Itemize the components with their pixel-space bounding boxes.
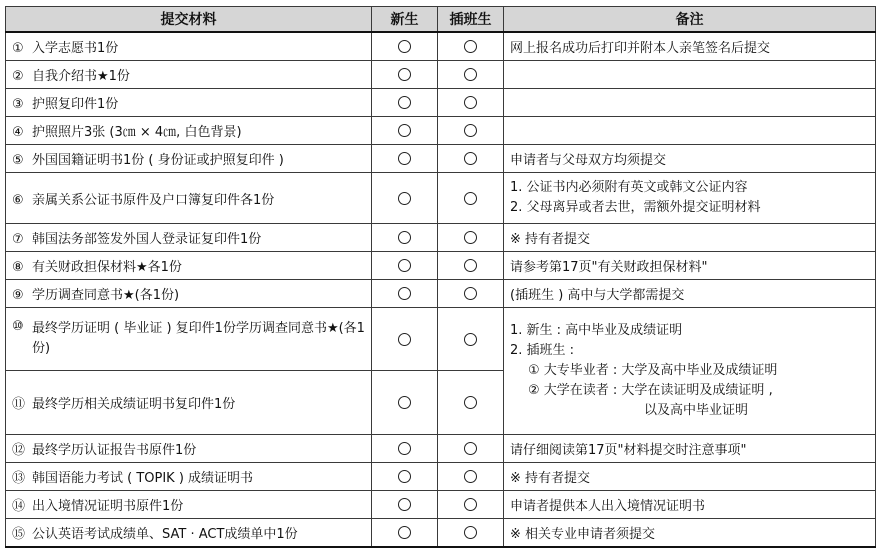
- table-row: [6, 519, 876, 548]
- material-cell: [6, 252, 372, 280]
- item-number: ⑫: [12, 443, 26, 458]
- item-number: ⑥: [12, 192, 24, 208]
- new-mark-cell: [372, 32, 438, 61]
- table-row: [6, 61, 876, 89]
- material-cell: [6, 117, 372, 145]
- new-mark-cell: [372, 519, 438, 548]
- table-header-row: [6, 7, 876, 33]
- item-text: 韩国语能力考试 ( TOPIK ) 成绩证明书: [32, 471, 254, 486]
- item-text: 最终学历认证报告书原件1份: [32, 443, 197, 458]
- material-cell: [6, 463, 372, 491]
- new-mark-cell: [372, 280, 438, 308]
- transfer-mark-cell: [438, 463, 504, 491]
- circle-icon: [398, 152, 411, 165]
- transfer-mark-cell: [438, 519, 504, 548]
- circle-icon: [398, 470, 411, 483]
- material-cell: [6, 145, 372, 173]
- new-mark-cell: [372, 252, 438, 280]
- new-mark-cell: [372, 89, 438, 117]
- item-text: 入学志愿书1份: [32, 41, 119, 56]
- transfer-mark-cell: [438, 371, 504, 435]
- transfer-mark-cell: [438, 435, 504, 463]
- circle-icon: [464, 498, 477, 511]
- circle-icon: [464, 396, 477, 409]
- item-text: 最终学历相关成绩证明书复印件1份: [32, 397, 236, 412]
- transfer-mark-cell: [438, 252, 504, 280]
- note-cell: [504, 89, 876, 117]
- material-cell: [6, 491, 372, 519]
- header-note: 备注: [504, 7, 876, 33]
- material-cell: [6, 32, 372, 61]
- transfer-mark-cell: [438, 491, 504, 519]
- new-mark-cell: [372, 61, 438, 89]
- item-number: ⑩: [12, 319, 24, 334]
- note-line: 1. 新生 : 高中毕业及成绩证明: [510, 323, 683, 338]
- note-sub-line: 以及高中毕业证明: [644, 403, 749, 418]
- circle-icon: [398, 96, 411, 109]
- circle-icon: [398, 68, 411, 81]
- transfer-mark-cell: [438, 145, 504, 173]
- transfer-mark-cell: [438, 280, 504, 308]
- circle-icon: [464, 40, 477, 53]
- item-text: 公认英语考试成绩单、SAT · ACT成绩单中1份: [32, 527, 298, 542]
- material-cell: [6, 280, 372, 308]
- note-cell: ※ 持有者提交: [504, 463, 876, 491]
- note-cell: 网上报名成功后打印并附本人亲笔签名后提交: [504, 32, 876, 61]
- item-number: ④: [12, 125, 24, 140]
- circle-icon: [398, 124, 411, 137]
- table-row: [6, 89, 876, 117]
- circle-icon: [398, 526, 411, 539]
- circle-icon: [464, 526, 477, 539]
- table-row: [6, 32, 876, 61]
- new-mark-cell: [372, 463, 438, 491]
- table-row: [6, 117, 876, 145]
- transfer-mark-cell: [438, 308, 504, 371]
- circle-icon: [464, 68, 477, 81]
- item-text: 护照照片3张 (3㎝ × 4㎝, 白色背景): [32, 125, 242, 140]
- material-cell: [6, 173, 372, 224]
- transfer-mark-cell: [438, 89, 504, 117]
- table-row: [6, 252, 876, 280]
- new-mark-cell: [372, 308, 438, 371]
- transfer-mark-cell: [438, 224, 504, 252]
- circle-icon: [464, 442, 477, 455]
- material-cell: [6, 89, 372, 117]
- material-cell: [6, 371, 372, 435]
- note-sub-line: ① 大专毕业者 : 大学及高中毕业及成绩证明: [528, 363, 778, 378]
- note-cell: ※ 相关专业申请者须提交: [504, 519, 876, 548]
- new-mark-cell: [372, 145, 438, 173]
- item-number: ⑦: [12, 232, 24, 247]
- circle-icon: [398, 396, 411, 409]
- item-text: 亲属关系公证书原件及户口簿复印件各1份: [32, 192, 275, 208]
- circle-icon: [398, 259, 411, 272]
- item-text: 韩国法务部签发外国人登录证复印件1份: [32, 232, 262, 247]
- item-number: ③: [12, 97, 24, 112]
- material-cell: [6, 519, 372, 548]
- note-cell: 请参考第17页"有关财政担保材料": [504, 252, 876, 280]
- item-number: ⑬: [12, 471, 26, 486]
- materials-table: [5, 6, 876, 548]
- item-number: ⑭: [12, 499, 26, 514]
- item-number: ⑮: [12, 527, 26, 542]
- table-row: [6, 435, 876, 463]
- new-mark-cell: [372, 491, 438, 519]
- new-mark-cell: [372, 173, 438, 224]
- note-cell: [504, 308, 876, 435]
- circle-icon: [398, 287, 411, 300]
- note-cell: 申请者与父母双方均须提交: [504, 145, 876, 173]
- table-row: [6, 491, 876, 519]
- circle-icon: [464, 333, 477, 346]
- note-cell: [504, 117, 876, 145]
- note-cell: (插班生 ) 高中与大学都需提交: [504, 280, 876, 308]
- new-mark-cell: [372, 435, 438, 463]
- item-number: ⑪: [12, 397, 26, 412]
- circle-icon: [464, 470, 477, 483]
- table-row: [6, 173, 876, 224]
- new-mark-cell: [372, 224, 438, 252]
- circle-icon: [464, 259, 477, 272]
- transfer-mark-cell: [438, 117, 504, 145]
- new-mark-cell: [372, 117, 438, 145]
- circle-icon: [464, 192, 477, 205]
- table-row: [6, 145, 876, 173]
- item-text: 自我介绍书★1份: [32, 69, 130, 84]
- circle-icon: [464, 287, 477, 300]
- item-number: ⑨: [12, 288, 24, 303]
- note-cell: [504, 173, 876, 224]
- circle-icon: [398, 192, 411, 205]
- new-mark-cell: [372, 371, 438, 435]
- item-text: 外国国籍证明书1份 ( 身份证或护照复印件 ): [32, 153, 284, 168]
- circle-icon: [464, 152, 477, 165]
- header-new-student: 新生: [372, 7, 438, 33]
- table-row: [6, 463, 876, 491]
- circle-icon: [398, 40, 411, 53]
- note-line: 2. 插班生 :: [510, 343, 575, 358]
- item-number: ②: [12, 69, 24, 84]
- transfer-mark-cell: [438, 61, 504, 89]
- circle-icon: [464, 96, 477, 109]
- circle-icon: [464, 231, 477, 244]
- circle-icon: [398, 231, 411, 244]
- note-cell: 申请者提供本人出入境情况证明书: [504, 491, 876, 519]
- item-number: ⑧: [12, 260, 24, 275]
- item-number: ①: [12, 41, 24, 56]
- item-text: 有关财政担保材料★各1份: [32, 260, 182, 275]
- circle-icon: [398, 333, 411, 346]
- item-number: ⑤: [12, 153, 24, 168]
- transfer-mark-cell: [438, 32, 504, 61]
- header-transfer-student: 插班生: [438, 7, 504, 33]
- material-cell: [6, 224, 372, 252]
- item-text: 学历调查同意书★(各1份): [32, 288, 180, 303]
- table-row: [6, 308, 876, 371]
- circle-icon: [464, 124, 477, 137]
- table-row: [6, 280, 876, 308]
- table-row: [6, 224, 876, 252]
- transfer-mark-cell: [438, 173, 504, 224]
- material-cell: [6, 308, 372, 371]
- circle-icon: [398, 498, 411, 511]
- material-cell: [6, 61, 372, 89]
- item-text: 出入境情况证明书原件1份: [32, 499, 184, 514]
- note-line: 1. 公证书内必须附有英文或韩文公证内容: [510, 180, 748, 195]
- note-cell: ※ 持有者提交: [504, 224, 876, 252]
- material-cell: [6, 435, 372, 463]
- note-cell: 请仔细阅读第17页"材料提交时注意事项": [504, 435, 876, 463]
- item-text: 护照复印件1份: [32, 97, 119, 112]
- circle-icon: [398, 442, 411, 455]
- item-text: 最终学历证明 ( 毕业证 ) 复印件1份学历调查同意书★(各1份): [32, 321, 365, 356]
- note-sub-line: ② 大学在读者 : 大学在读证明及成绩证明 ,: [528, 383, 773, 398]
- note-cell: [504, 61, 876, 89]
- header-material: 提交材料: [6, 7, 372, 33]
- note-line: 2. 父母离异或者去世，需额外提交证明材料: [510, 200, 761, 215]
